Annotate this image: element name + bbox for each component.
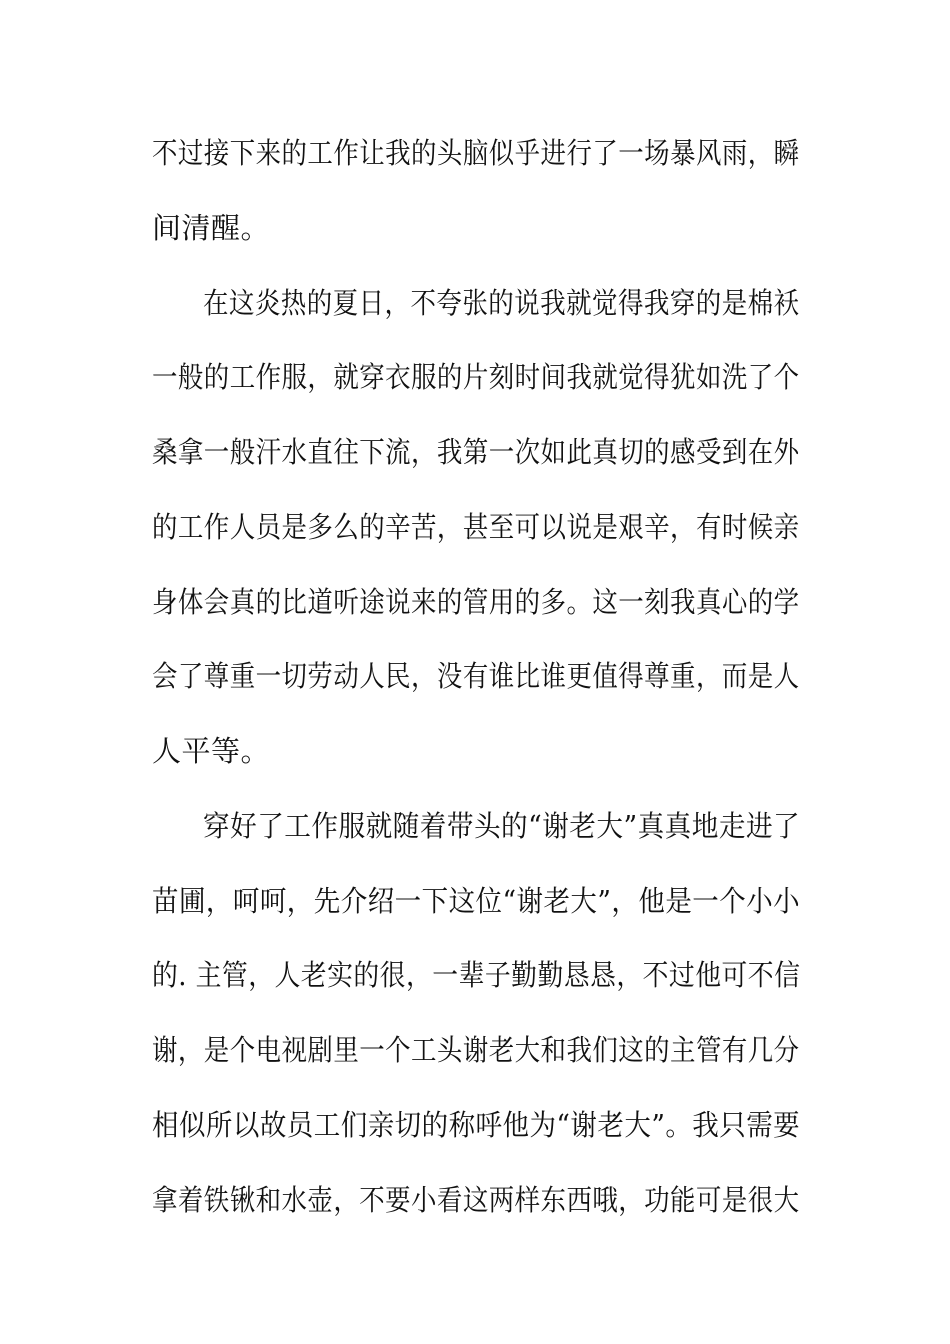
- text-line: 相似所以故员工们亲切的称呼他为“谢老大”。我只需要: [152, 1108, 801, 1142]
- text-line: 的. 主管，人老实的很，一辈子勤勤恳恳，不过他可不信: [152, 958, 801, 992]
- paragraph-first-line: 在这炎热的夏日，不夸张的说我就觉得我穿的是棉袄: [203, 286, 800, 320]
- text-line: 不过接下来的工作让我的头脑似乎进行了一场暴风雨，瞬: [152, 136, 800, 170]
- text-line: 桑拿一般汗水直往下流，我第一次如此真切的感受到在外: [152, 435, 800, 469]
- text-line: 的工作人员是多么的辛苦，甚至可以说是艰辛，有时候亲: [152, 510, 800, 544]
- text-line: 人平等。: [152, 734, 271, 768]
- text-line: 会了尊重一切劳动人民，没有谁比谁更值得尊重，而是人: [152, 659, 800, 693]
- text-line: 间清醒。: [152, 211, 271, 245]
- text-line: 苗圃，呵呵，先介绍一下这位“谢老大”，他是一个小小: [152, 884, 801, 918]
- text-line: 身体会真的比道听途说来的管用的多。这一刻我真心的学: [152, 585, 800, 619]
- text-line: 一般的工作服，就穿衣服的片刻时间我就觉得犹如洗了个: [152, 360, 800, 394]
- paragraph-first-line: 穿好了工作服就随着带头的“谢老大”真真地走进了: [203, 809, 801, 843]
- text-line: 拿着铁锹和水壶，不要小看这两样东西哦，功能可是很大: [152, 1183, 800, 1217]
- text-line: 谢，是个电视剧里一个工头谢老大和我们这的主管有几分: [152, 1033, 800, 1067]
